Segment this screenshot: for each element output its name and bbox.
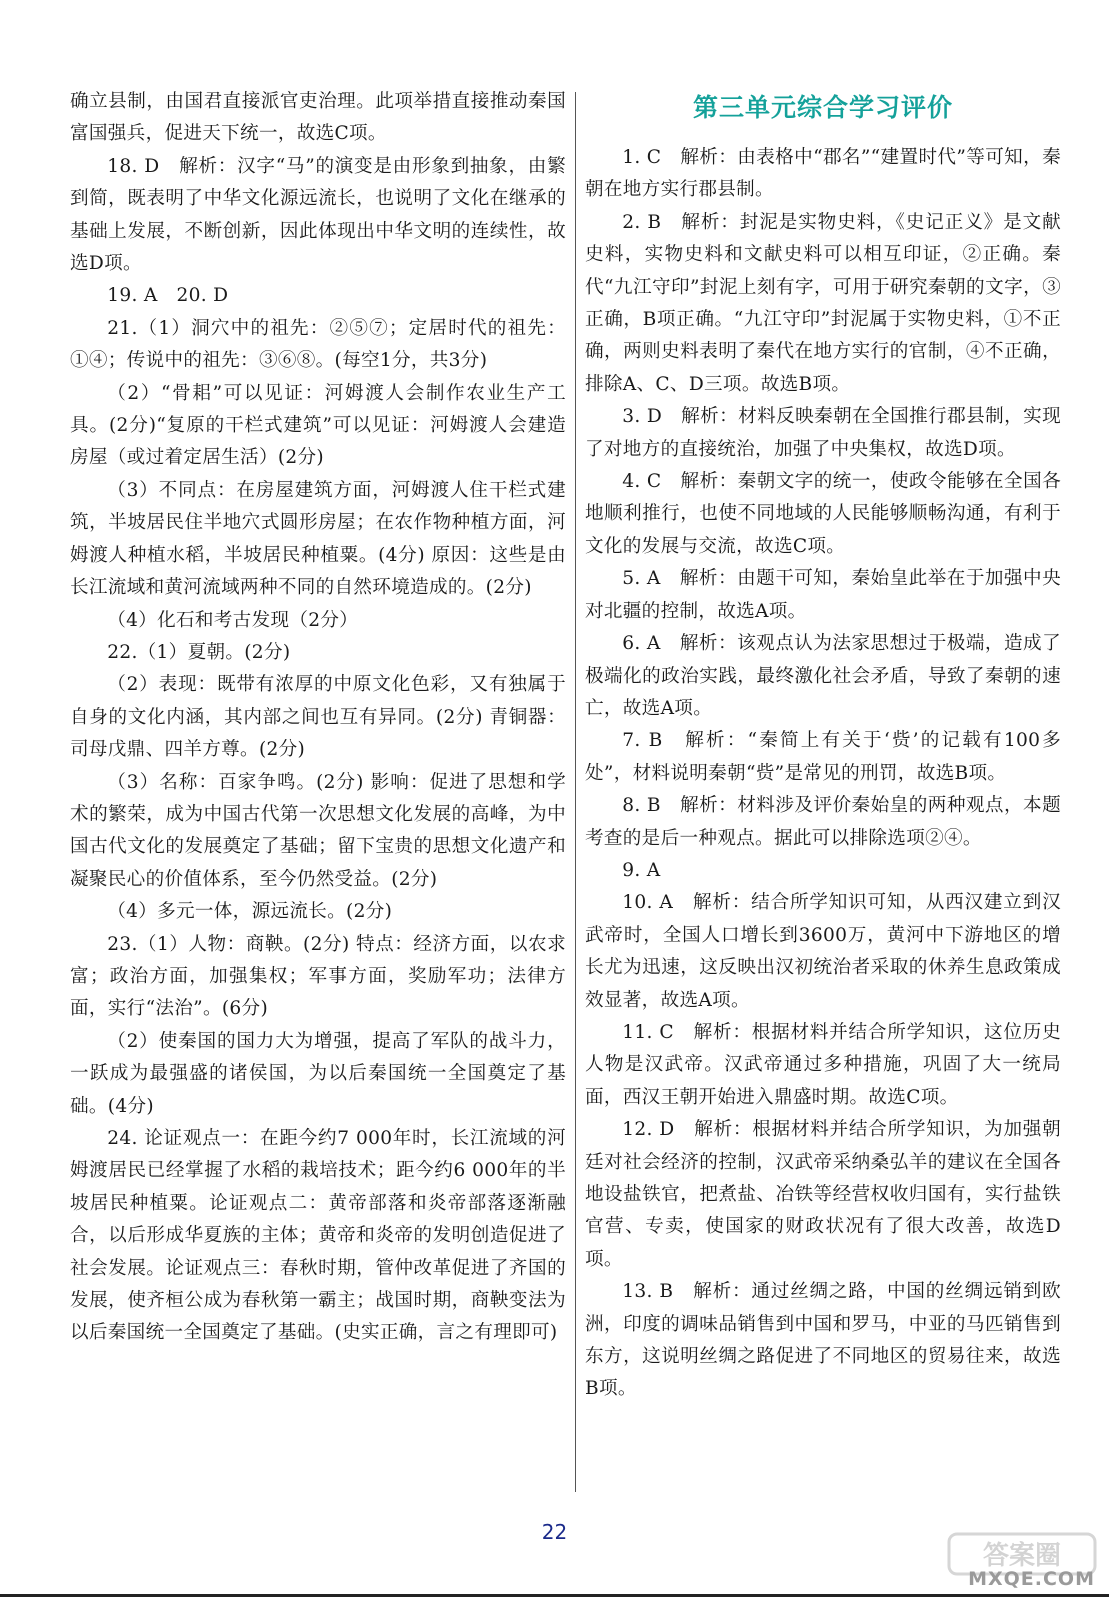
answer-paragraph: 23.（1）人物：商鞅。(2分) 特点：经济方面，以农求富；政治方面，加强集权；军事方面，奖励军功；法律方面，实行“法治”。(6分) bbox=[70, 933, 566, 1020]
answer-paragraph: 21.（1）洞穴中的祖先：②⑤⑦；定居时代的祖先：①④；传说中的祖先：③⑥⑧。(每空1分，共3分) bbox=[70, 317, 566, 372]
answer-paragraph: 7. B 解析：“秦简上有关于‘赀’的记载有100多处”，材料说明秦朝“赀”是常见的刑罚，故选B项。 bbox=[585, 730, 1061, 784]
page-number: 22 bbox=[541, 1520, 568, 1544]
answer-paragraph: （4）多元一体，源远流长。(2分) bbox=[107, 901, 393, 923]
answer-paragraph: 18. D 解析：汉字“马”的演变是由形象到抽象，由繁到简，既表明了中华文化源远流长，也说明了文化在继承的基础上发展，不断创新，因此体现出中华文明的连续性，故选D项。 bbox=[70, 155, 566, 275]
answer-paragraph: 10. A 解析：结合所学知识可知，从西汉建立到汉武帝时，全国人口增长到3600万，黄河中下游地区的增长尤为迅速，这反映出汉初统治者采取的休养生息政策成效显著，故选A项。 bbox=[585, 892, 1061, 1011]
answer-paragraph: 6. A 解析：该观点认为法家思想过于极端，造成了极端化的政治实践，最终激化社会矛盾，导致了秦朝的速亡，故选A项。 bbox=[585, 633, 1061, 719]
answer-paragraph: 3. D 解析：材料反映秦朝在全国推行郡县制，实现了对地方的直接统治，加强了中央集权，故选D项。 bbox=[585, 406, 1061, 460]
answer-paragraph: （3）名称：百家争鸣。(2分) 影响：促进了思想和学术的繁荣，成为中国古代第一次思想文化发展的高峰，为中国古代文化的发展奠定了基础；留下宝贵的思想文化遗产和凝聚民心的价值体系，至今仍然受益。(2分) bbox=[70, 771, 566, 890]
answer-paragraph: 19. A 20. D bbox=[107, 285, 229, 307]
answer-paragraph: （3）不同点：在房屋建筑方面，河姆渡人住干栏式建筑，半坡居民住半地穴式圆形房屋；在农作物种植方面，河姆渡人种植水稻，半坡居民种植粟。(4分) 原因：这些是由长江流域和黄河流域两种不同的自然环境造成的。(2分) bbox=[70, 479, 566, 599]
answer-paragraph: 22.（1）夏朝。(2分) bbox=[107, 641, 291, 663]
answer-paragraph: （2）表现：既带有浓厚的中原文化色彩，又有独属于自身的文化内涵，其内部之间也互有异同。(2分) 青铜器：司母戊鼎、四羊方尊。(2分) bbox=[70, 674, 566, 761]
right-column bbox=[585, 86, 1061, 1406]
answer-paragraph: （4）化石和考古发现（2分） bbox=[107, 609, 359, 631]
answer-paragraph: 确立县制，由国君直接派官吏治理。此项举措直接推动秦国富国强兵，促进天下统一，故选C项。 bbox=[70, 91, 566, 145]
left-column bbox=[70, 86, 566, 1350]
answer-paragraph: （2）“骨耜”可以见证：河姆渡人会制作农业生产工具。(2分)“复原的干栏式建筑”可以见证：河姆渡人会建造房屋（或过着定居生活）(2分) bbox=[70, 382, 566, 469]
answer-paragraph: （2）使秦国的国力大为增强，提高了军队的战斗力，一跃成为最强盛的诸侯国，为以后秦国统一全国奠定了基础。(4分) bbox=[70, 1030, 566, 1117]
page-bottom-border bbox=[0, 1594, 1109, 1597]
column-divider bbox=[575, 92, 576, 1492]
section-title: 第三单元综合学习评价 bbox=[692, 93, 953, 122]
answer-paragraph: 24. 论证观点一：在距今约7 000年时，长江流域的河姆渡居民已经掌握了水稻的栽培技术；距今约6 000年的半坡居民种植粟。论证观点二：黄帝部落和炎帝部落逐渐融合，以后形成华夏族的主体；黄帝和炎帝的发明创造促进了社会发展。论证观点三：春秋时期，管仲改革促进了齐国的发展，使齐桓公成为春秋第一霸主；战国时期，商鞅变法为以后秦国统一全国奠定了基础。(史实正确，言之有理即可) bbox=[70, 1128, 566, 1344]
answer-paragraph: 1. C 解析：由表格中“郡名”“建置时代”等可知，秦朝在地方实行郡县制。 bbox=[585, 147, 1061, 201]
answer-paragraph: 2. B 解析：封泥是实物史料，《史记正义》是文献史料，实物史料和文献史料可以相互印证，②正确。秦代“九江守印”封泥上刻有字，可用于研究秦朝的文字，③正确，B项正确。“九江守印”封泥属于实物史料，①不正确，两则史料表明了秦代在地方实行的官制，④不正确，排除A、C、D三项。故选B项。 bbox=[585, 211, 1061, 395]
answer-paragraph: 12. D 解析：根据材料并结合所学知识，为加强朝廷对社会经济的控制，汉武帝采纳桑弘羊的建议在全国各地设盐铁官，把煮盐、冶铁等经营权收归国有，实行盐铁官营、专卖，使国家的财政状况有了很大改善，故选D项。 bbox=[585, 1119, 1061, 1270]
answer-paragraph: 13. B 解析：通过丝绸之路，中国的丝绸远销到欧洲，印度的调味品销售到中国和罗马，中亚的马匹销售到东方，这说明丝绸之路促进了不同地区的贸易往来，故选B项。 bbox=[585, 1281, 1061, 1400]
answer-paragraph: 9. A bbox=[622, 859, 661, 881]
watermark-site-text: MXQE.COM bbox=[968, 1568, 1095, 1590]
watermark-logo-text: 答案圈 bbox=[982, 1541, 1062, 1571]
answer-paragraph: 8. B 解析：材料涉及评价秦始皇的两种观点，本题考查的是后一种观点。据此可以排除选项②④。 bbox=[585, 795, 1061, 849]
answer-paragraph: 11. C 解析：根据材料并结合所学知识，这位历史人物是汉武帝。汉武帝通过多种措施，巩固了大一统局面，西汉王朝开始进入鼎盛时期。故选C项。 bbox=[585, 1021, 1061, 1108]
answer-paragraph: 5. A 解析：由题干可知，秦始皇此举在于加强中央对北疆的控制，故选A项。 bbox=[585, 568, 1061, 622]
answer-paragraph: 4. C 解析：秦朝文字的统一，使政令能够在全国各地顺利推行，也使不同地域的人民能够顺畅沟通，有利于文化的发展与交流，故选C项。 bbox=[585, 471, 1061, 557]
